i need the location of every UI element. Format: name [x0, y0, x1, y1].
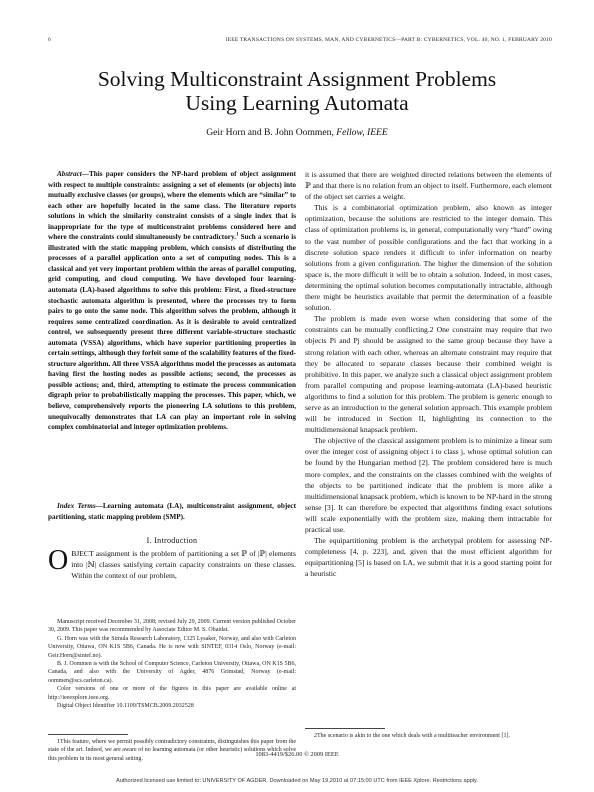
- intro-text: BJECT assignment is the problem of partitioning a set ℙ of |ℙ| elements into |ℕ| classes satisfying certain capacity constraints on these classes. Within the context of our problem,: [71, 549, 296, 581]
- author-line: [0, 127, 594, 138]
- footnote-2-text: 2The scenario is akin to the one which deals with a multiteacher environment [1].: [314, 733, 510, 739]
- index-terms-text: Learning automata (LA), multiconstraint assignment, object partitioning, static mapping problem (SMP).: [48, 502, 297, 521]
- manuscript-note: Color versions of one or more of the figures in this paper are available online at http://ieeexplore.ieee.org.: [48, 686, 296, 701]
- download-footer: Authorized licensed use limited to: UNIVERSITY OF AGDER. Downloaded on May 19,2010 at 07:15:00 UTC from IEEE Xplore. Restrictions apply.: [115, 778, 478, 784]
- body-paragraph: The equipartitioning problem is the archetypal problem for assessing NP-completeness [4, p. 223], and, given that the most efficient algorithm for equipartitioning [5] is based on LA, we submit that it is a good starting point for a heuristic: [305, 536, 552, 579]
- section-heading-introduction: I. Introduction: [146, 536, 198, 545]
- abstract: [48, 169, 296, 433]
- footnote-1-text: 1This feature, where we permit possibly contradictory constraints, distinguishes this paper from the state of the art. Indeed, we are aware of no learning automata (or other heuristic) solutions which solve this problem in its most general setting.: [48, 739, 296, 762]
- intro-paragraph: [48, 545, 296, 581]
- body-paragraph: This is a combinatorial optimization problem, also known as integer optimization, because the solutions are restricted to the integer domain. This class of optimization problems is, in general, computationally very “hard” owing to the vast number of possible configurations and the fact that working in a discrete solution space renders it difficult to infer information on nearby solutions from a given configuration. The higher the dimension of the solution space is, the more difficult it will be to obtain a solution. Indeed, in most cases, determining the optimal solution becomes computationally intractable, although there might be heuristics available that permit the determination of a feasible solution.: [305, 203, 552, 313]
- manuscript-note: B. J. Oommen is with the School of Computer Science, Carleton University, Ottawa, ON K1S 5B6, Canada, and also with the University of Agder, 4876 Grimstad, Norway (e-mail: oommen@scs.carleton.ca).: [48, 661, 296, 684]
- copyright-line: 1083-4419/$26.00 © 2009 IEEE: [255, 751, 339, 758]
- abstract-label: Abstract—: [57, 170, 89, 178]
- page-number: 6: [48, 37, 51, 43]
- paper-title-line-2: Using Learning Automata: [185, 91, 409, 115]
- body-paragraph: it is assumed that there are weighted directed relations between the elements of ℙ and that there is no relation from an object to itself. Furthermore, each element of the object set carries a weight.: [305, 170, 552, 202]
- drop-cap: O: [48, 545, 69, 576]
- author-names: Geir Horn and B. John Oommen,: [206, 127, 334, 138]
- manuscript-note: Digital Object Identifier 10.1109/TSMCB.2009.2032528: [57, 703, 194, 710]
- body-paragraph: The problem is made even worse when considering that some of the constraints can be mutually conflicting.2 One constraint may require that two objects Pi and Pj should be assigned to the same group because they have a strong relation with each other, whereas an alternate constraint may require that they be allocated to separate classes because their combined weight is prohibitive. In this paper, we analyze such a classical object assignment problem from parallel computing and propose learning-automata (LA)-based heuristic algorithms to find a solution for this problem. The problem is generic enough to serve as an introduction to the general solution approach. This example problem will be introduced in Section II, highlighting its connection to the multidimensional knapsack problem.: [305, 314, 552, 435]
- abstract-footnote-mark: 1: [235, 232, 239, 238]
- running-header: IEEE TRANSACTIONS ON SYSTEMS, MAN, AND CYBERNETICS—PART B: CYBERNETICS, VOL. 40, NO. 1, FEBRUARY 2010: [225, 37, 552, 43]
- body-paragraph: The objective of the classical assignment problem is to minimize a linear sum over the integer cost of assigning object i to class j, whose optimal solution can be found by the Hungarian method [2]. The problem considered here is much more complex, and the constraints on the classes combined with the weights of the objects to be partitioned indicate that the problem is more alike a multidimensional knapsack problem, which is known to be NP-hard in the strong sense [3]. It can therefore be expected that algorithms finding exact solutions will scale exponentially with the problem size, making them intractable for practical use.: [305, 436, 552, 534]
- index-terms-label: Index Terms—: [57, 502, 103, 510]
- index-terms: [48, 501, 296, 522]
- footnote-2: [305, 732, 552, 740]
- right-column: [305, 169, 552, 579]
- abstract-text-cont: Such a scenario is illustrated with the static mapping problem, which consists of distributing the processes of a parallel application onto a set of computing nodes. This is a classical and yet very important problem within the areas of parallel computing, grid computing, and cloud computing. We have developed four learning-automata (LA)-based algorithms to solve this problem: First, a fixed-structure stochastic automata algorithm is presented, where the processes try to form pairs to go onto the same node. This algorithm solves the problem, although it requires some centralized coordination. As it is desirable to avoid centralized control, we subsequently present three different variable-structure stochastic automata (VSSA) algorithms, which have superior partitioning properties in certain settings, although they forfeit some of the scalability features of the fixed-structure algorithm. All three VSSA algorithms model the processes as automata having first the hosting nodes as possible actions; second, the processes as possible actions; and, third, attempting to estimate the process communication digraph prior to probabilistically mapping the processes. This paper, which, we believe, comprehensively reports the pioneering LA solutions to this problem, unequivocally demonstrates that LA can play an important role in solving complex combinatorial and integer optimization problems.: [48, 233, 296, 432]
- paper-title-line-1: Solving Multiconstraint Assignment Problems: [97, 67, 497, 91]
- manuscript-notes: [48, 618, 296, 710]
- author-fellow: Fellow, IEEE: [336, 127, 388, 138]
- manuscript-note: G. Horn was with the Simula Research Laboratory, 1325 Lysaker, Norway, and also with Carleton University, Ottawa, ON K1S 5B6, Canada. He is now with SINTEF, 0314 Oslo, Norway (e-mail: Geir.Horn@sintef.no).: [48, 635, 296, 659]
- footnote-rule: [48, 734, 128, 735]
- abstract-text: This paper considers the NP-hard problem of object assignment with respect to multiple constraints: assigning a set of elements (or objects) into mutually exclusive classes (or groups), where the elements which are “similar” to each other are hopefully located in the same class. The literature reports solutions in which the similarity constraint consists of a single index that is inappropriate for the type of multiconstraint problems considered here and where the constraints could simultaneously be contradictory.: [48, 170, 296, 242]
- manuscript-note: Manuscript received December 31, 2008; revised July 29, 2009. Current version published October 30, 2009. This paper was recommended by Associate Editor M. S. Obaidat.: [48, 619, 296, 634]
- footnote-rule: [305, 728, 385, 729]
